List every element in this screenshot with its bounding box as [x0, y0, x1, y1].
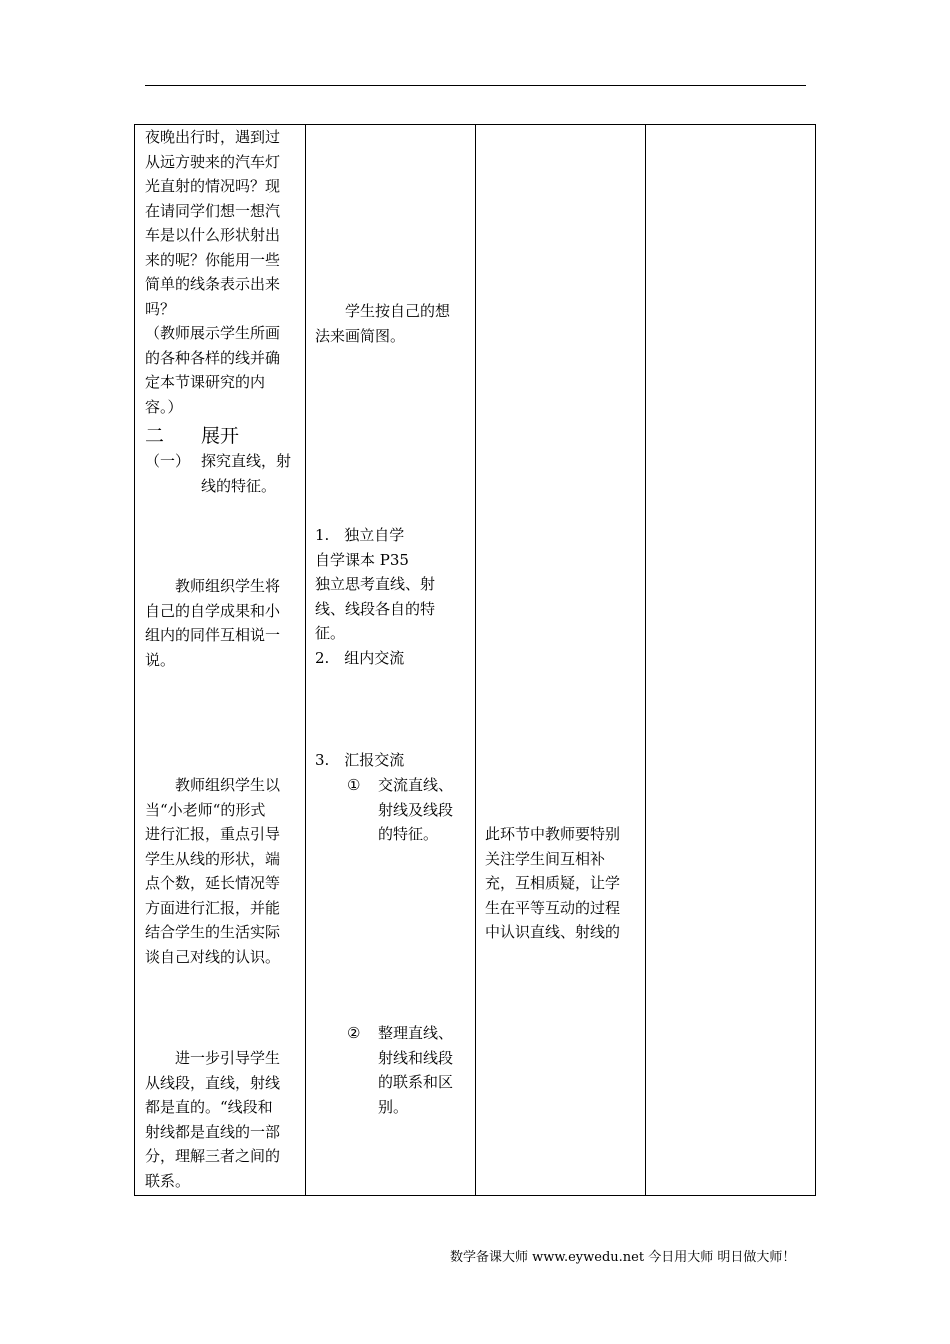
step-3-label: 3. 汇报交流	[315, 751, 405, 769]
page-footer: 数学备课大师 www.eywedu.net 今日用大师 明日做大师！	[450, 1250, 796, 1265]
step-3-item-1: 交流直线、 射线及线段 的特征。	[378, 776, 454, 843]
section-title: 展开	[201, 425, 240, 447]
section-number: 二	[145, 425, 165, 447]
subsection-number: （一）	[145, 452, 191, 470]
student-draw-paragraph: 学生按自己的想 法来画简图。	[315, 302, 451, 345]
teacher-paragraph-1: 教师组织学生将 自己的自学成果和小 组内的同伴互相说一 说。	[145, 577, 281, 669]
design-note: 此环节中教师要特别 关注学生间互相补 充，互相质疑，让学 生在平等互动的过程 中认识直线、射线的	[485, 825, 621, 941]
column-divider	[645, 125, 646, 1195]
intro-paragraph: 夜晚出行时，遇到过 从远方驶来的汽车灯 光直射的情况吗？现 在请同学们想一想汽 车是以什么形状射出 来的呢？你能用一些 简单的线条表示出来 吗？ （教师展示学生所画 的各种各样的线并确 定本节课研究的内 容。）	[145, 128, 281, 416]
step-3-item-2: 整理直线、 射线和线段 的联系和区 别。	[378, 1024, 454, 1116]
circled-number-1: ①	[347, 776, 361, 794]
circled-number-2: ②	[347, 1024, 361, 1042]
teacher-paragraph-3: 进一步引导学生 从线段，直线，射线 都是直的。“线段和 射线都是直线的一部 分，理解三者之间的 联系。	[145, 1049, 281, 1190]
student-steps: 1. 独立自学 自学课本 P35 独立思考直线、射 线、线段各自的特 征。 2. 组内交流	[315, 526, 436, 667]
column-divider	[305, 125, 306, 1195]
teacher-paragraph-2: 教师组织学生以 当“小老师“的形式 进行汇报，重点引导 学生从线的形状，端 点个数，延长情况等 方面进行汇报，并能 结合学生的生活实际 谈自己对线的认识。	[145, 776, 281, 966]
subsection-title: 探究直线，射 线的特征。	[201, 452, 292, 495]
header-rule	[145, 85, 806, 86]
column-divider	[475, 125, 476, 1195]
